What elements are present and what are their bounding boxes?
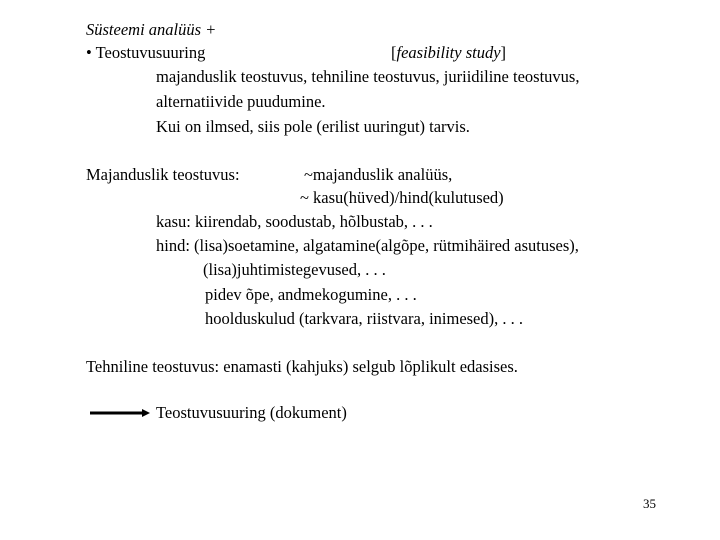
economic-label: Majanduslik teostuvus: [86, 165, 240, 184]
right-arrow-icon [90, 407, 150, 419]
topic-english-term: feasibility study [396, 43, 501, 62]
feasibility-types-line2: alternatiivide puudumine. [156, 92, 326, 111]
feasibility-types-line3: Kui on ilmsed, siis pole (erilist uuringut) tarvis. [156, 117, 470, 136]
topic-heading [86, 43, 205, 63]
cost-line-1: hind: (lisa)soetamine, algatamine(algõpe, rütmihäired asutuses), [156, 236, 579, 255]
cost-line-4: hoolduskulud (tarkvara, riistvara, inimesed), . . . [205, 309, 524, 328]
subtitle: Süsteemi analüüs + [86, 20, 217, 39]
topic-label: Teostuvusuuring [95, 43, 206, 62]
page-number: 35 [643, 496, 656, 511]
topic-english: [feasibility study] [391, 43, 507, 62]
result-document: Teostuvusuuring (dokument) [156, 403, 347, 422]
benefits-line: kasu: kiirendab, soodustab, hõlbustab, . . . [156, 212, 433, 231]
bullet-glyph: • [86, 43, 92, 62]
feasibility-types-line1: majanduslik teostuvus, tehniline teostuvus, juriidiline teostuvus, [156, 67, 580, 86]
technical-feasibility: Tehniline teostuvus: enamasti (kahjuks) selgub lõplikult edasises. [86, 357, 518, 376]
cost-line-2: (lisa)juhtimistegevused, . . . [203, 260, 386, 279]
economic-definition-1: ~majanduslik analüüs, [304, 165, 453, 184]
economic-definition-2: ~ kasu(hüved)/hind(kulutused) [300, 188, 504, 207]
cost-line-3: pidev õpe, andmekogumine, . . . [205, 285, 417, 304]
